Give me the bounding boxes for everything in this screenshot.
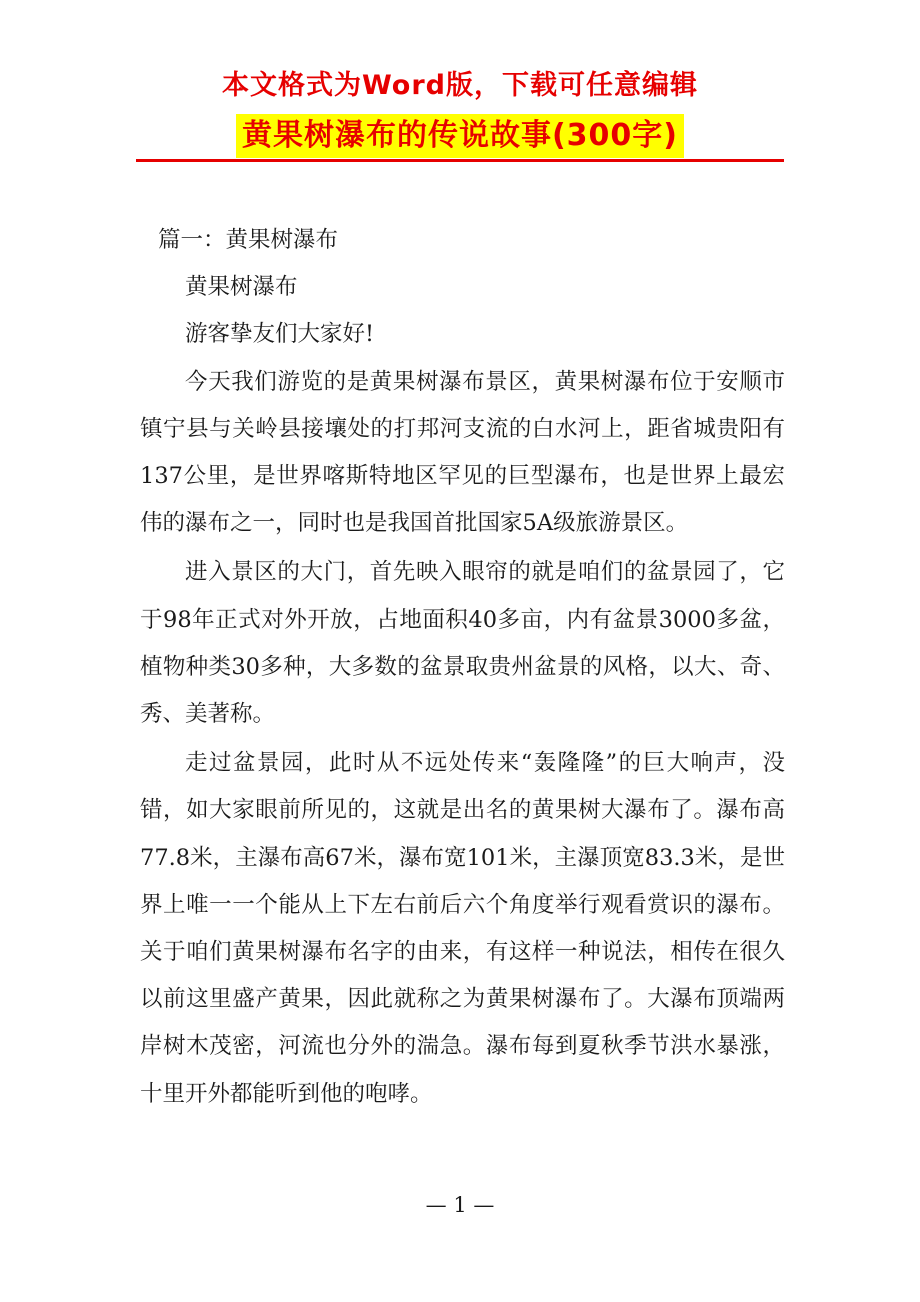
greeting-paragraph: 游客挚友们大家好! (185, 321, 375, 348)
title-container (0, 114, 920, 158)
body-paragraph: 进入景区的大门，首先映入眼帘的就是咱们的盆景园了，它于98年正式对外开放，占地面积40多亩，内有盆景3000多盆，植物种类30多种，大多数的盆景取贵州盆景的风格，以大、奇、秀、美著称。 (140, 559, 785, 728)
body-paragraph: 今天我们游览的是黄果树瀑布景区，黄果树瀑布位于安顺市镇宁县与关岭县接壤处的打邦河支流的白水河上，距省城贵阳有137公里，是世界喀斯特地区罕见的巨型瀑布，也是世界上最宏伟的瀑布之一，同时也是我国首批国家5A级旅游景区。 (140, 368, 785, 537)
subheading: 黄果树瀑布 (185, 274, 298, 301)
format-notice-banner: 本文格式为Word版，下载可任意编辑 (221, 70, 698, 101)
page-number: — 1 — (425, 1193, 495, 1217)
document-title: 黄果树瀑布的传说故事(300字) (236, 114, 684, 158)
document-body (140, 217, 785, 1118)
section-heading: 篇一：黄果树瀑布 (158, 227, 339, 253)
title-underline-rule (136, 159, 784, 162)
body-paragraph: 走过盆景园，此时从不远处传来“轰隆隆”的巨大响声，没错，如大家眼前所见的，这就是出名的黄果树大瀑布了。瀑布高77.8米，主瀑布高67米，瀑布宽101米，主瀑顶宽83.3米，是世界上唯一一个能从上下左右前后六个角度举行观看赏识的瀑布。关于咱们黄果树瀑布名字的由来，有这样一种说法，相传在很久以前这里盛产黄果，因此就称之为黄果树瀑布了。大瀑布顶端两岸树木茂密，河流也分外的湍急。瀑布每到夏秋季节洪水暴涨，十里开外都能听到他的咆哮。 (140, 750, 785, 1107)
